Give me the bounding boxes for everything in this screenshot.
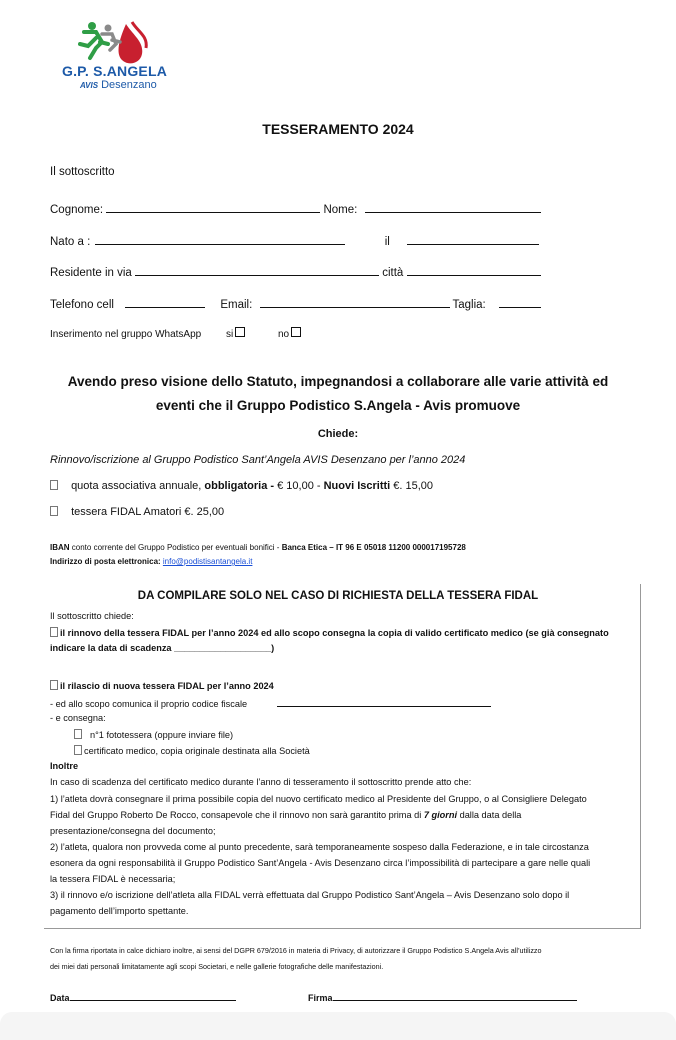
fidal-p2b-post: dalla data della [457,810,522,820]
rilascio-checkbox[interactable] [50,680,58,690]
option-quota[interactable] [50,480,433,492]
page-title: TESSERAMENTO 2024 [262,121,414,137]
residente-field[interactable] [135,263,379,276]
nato-row [50,232,539,248]
cognome-field[interactable] [106,200,320,213]
quota-checkbox[interactable] [50,480,58,490]
codice-fiscale-row [50,697,491,709]
avis-wordmark: AVIS [80,81,99,90]
fidal-chiede: Il sottoscritto chiede: [50,611,134,621]
telefono-row [50,295,541,311]
logo-title: G.P. S.ANGELA [62,63,168,79]
cognome-row [50,200,541,216]
taglia-field[interactable] [499,295,541,308]
fidal-rinnovo-line-2: indicare la data di scadenza ___________________) [50,643,275,653]
fototessera-checkbox[interactable] [74,729,82,739]
nato-field[interactable] [95,232,345,245]
fidal-rinnovo-line-1[interactable] [50,627,609,638]
si-checkbox[interactable] [235,327,245,337]
logo-subtitle [80,79,157,91]
fidal-heading: DA COMPILARE SOLO NEL CASO DI RICHIESTA DELLA TESSERA FIDAL [137,590,539,602]
firma-field[interactable] [333,991,577,1001]
email-label: Email: [220,299,253,311]
iban-label: IBAN [50,543,70,552]
rilascio-text: il rilascio di nuova tessera FIDAL per l’anno 2024 [60,681,274,691]
quota-bold: obbligatoria - [204,480,275,492]
chiede-label: Chiede: [317,428,359,440]
privacy-line-2: dei miei dati personali limitatamente agli scopi Societari, e nelle gallerie fotografiche delle manifestazioni. [50,962,384,971]
cognome-label: Cognome: [50,204,104,216]
nuovi-iscritti: Nuovi Iscritti [323,480,391,492]
email-contact-label: Indirizzo di posta elettronica: [50,557,163,566]
email-field[interactable] [260,295,450,308]
firma-label: Firma [308,993,333,1003]
fidal-p3b: esonera da ogni responsabilità il Gruppo Podistico Sant’Angela - Avis Desenzano circa l’impossibilità di partecipare a gare nelle quali [50,858,591,868]
no-checkbox[interactable] [291,327,301,337]
whatsapp-label: Inserimento nel gruppo WhatsApp [50,329,202,340]
telefono-field[interactable] [125,295,205,308]
codice-fiscale-field[interactable] [277,697,491,707]
nato-label: Nato a : [50,236,91,248]
sottoscritto-label: Il sottoscritto [50,166,115,178]
residente-row [50,263,541,279]
codice-fiscale-label: - ed allo scopo comunica il proprio codice fiscale [50,699,248,709]
rinnovo-text: Rinnovo/iscrizione al Gruppo Podistico Sant’Angela AVIS Desenzano per l’anno 2024 [50,454,466,466]
citta-label: città [382,267,404,279]
data-label: Data [50,993,70,1003]
residente-label: Residente in via [50,267,132,279]
logo-location: Desenzano [101,79,157,91]
telefono-label: Telefono cell [50,299,114,311]
certificato-item[interactable] [74,745,310,756]
whatsapp-row [50,327,301,340]
fidal-7-giorni: 7 giorni [423,810,458,820]
statement-line-2: eventi che il Gruppo Podistico S.Angela - Avis promuove [155,398,521,413]
fidal-p4b: pagamento dell’importo spettante. [50,906,189,916]
bottom-sheet-edge [0,1012,676,1040]
iban-bank: Banca Etica – IT 96 E 05018 11200 000017195728 [281,543,466,552]
inoltre-label: Inoltre [50,761,79,771]
fototessera-text: n°1 fototessera (oppure inviare file) [90,730,234,740]
iban-line [50,543,466,552]
fidal-p1: In caso di scadenza del certificato medico durante l’anno di tesseramento il sottoscritto prende atto che: [50,777,472,787]
citta-field[interactable] [407,263,541,276]
data-field[interactable] [70,991,236,1001]
fidal-p3a: 2) l’atleta, qualora non provveda come al punto precedente, sarà temporaneamente sospeso dalla Federazione, e in tale circostanza [50,842,589,852]
fidal-p3c: la tessera FIDAL è necessaria; [50,874,176,884]
quota-mid: € 10,00 - [274,480,324,492]
si-label: si [225,329,234,340]
fototessera-item[interactable] [74,729,233,740]
nome-field[interactable] [365,200,541,213]
email-link[interactable]: info@podistisantangela.it [162,557,253,566]
fidal-p2a: 1) l’atleta dovrà consegnare il prima possibile copia del nuovo certificato medico al Presidente del Gruppo, o al Consigliere Delegato [50,794,587,804]
quota-text: quota associativa annuale, [71,480,205,492]
taglia-label: Taglia: [452,299,486,311]
certificato-checkbox[interactable] [74,745,82,755]
rinnovo-text: il rinnovo della tessera FIDAL per l’anno 2024 ed allo scopo consegna la copia di valido certificato medico (se già consegnato [60,628,609,638]
rinnovo-checkbox[interactable] [50,627,58,637]
fidal-rilascio[interactable] [50,680,274,691]
iban-text: conto corrente del Gruppo Podistico per eventuali bonifici - [69,543,282,552]
fidal-p2c: presentazione/consegna del documento; [50,826,216,836]
no-label: no [278,329,290,340]
data-nascita-field[interactable] [407,232,539,245]
email-line [50,557,252,566]
nome-label: Nome: [323,204,358,216]
option-fidal[interactable] [50,506,224,518]
fidal-p4a: 3) il rinnovo e/o iscrizione dell’atleta alla FIDAL verrà effettuata dal Gruppo Podistico Sant’Angela – Avis Desenzano solo dopo il [50,890,570,900]
data-row [50,991,236,1003]
firma-row [308,991,577,1003]
certificato-text: certificato medico, copia originale destinata alla Società [84,746,310,756]
fidal-checkbox[interactable] [50,506,58,516]
quota-post: €. 15,00 [390,480,434,492]
consegna-label: - e consegna: [50,713,106,723]
privacy-line-1: Con la firma riportata in calce dichiaro inoltre, ai sensi del DGPR 679/2016 in materia di Privacy, di autorizzare il Gruppo Podistico S.Angela Avis all’utilizzo [50,946,542,955]
fidal-text: tessera FIDAL Amatori €. 25,00 [71,506,225,518]
statement-line-1: Avendo preso visione dello Statuto, impegnandosi a collaborare alle varie attività ed [67,374,609,389]
fidal-p2b [50,810,521,820]
il-label: il [384,236,390,248]
fidal-p2b-pre: Fidal del Gruppo Roberto De Rocco, consapevole che il rinnovo non sarà garantito prima di [50,810,424,820]
